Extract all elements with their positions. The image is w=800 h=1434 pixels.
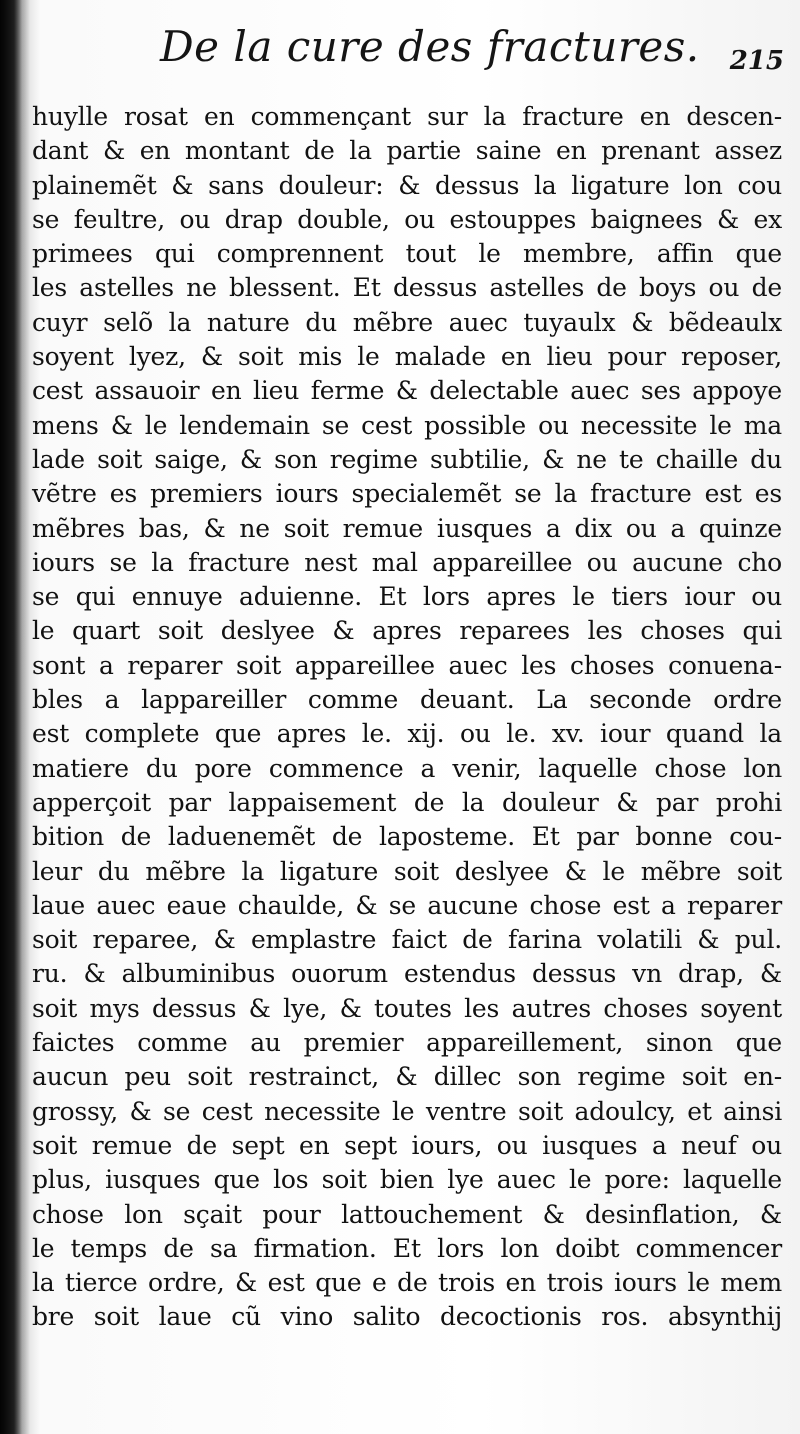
body-text [32,100,782,1335]
text-line: bition de laduenemẽt de laposteme. Et par bonne cou- [32,822,782,852]
text-line: les astelles ne blessent. Et dessus astelles de boys ou de [32,273,782,303]
text-line: primees qui comprennent tout le membre, affin que [32,239,782,269]
text-line: mẽbres bas, & ne soit remue iusques a dix ou a quinze [32,513,782,543]
text-line: sont a reparer soit appareillee auec les choses conuena- [32,650,782,680]
text-line: grossy, & se cest necessite le ventre soit adoulcy, et ainsi [32,1096,782,1126]
text-line: plainemẽt & sans douleur: & dessus la ligature lon cou [32,170,782,200]
text-line: soit mys dessus & lye, & toutes les autres choses soyent [32,993,782,1023]
page-number: 215 [729,46,784,76]
text-line: cest assauoir en lieu ferme & delectable auec ses appoye [32,376,782,406]
text-line: se qui ennuye aduienne. Et lors apres le tiers iour ou [32,582,782,612]
text-line: iours se la fracture nest mal appareillee ou aucune cho [32,547,782,577]
text-line: huylle rosat en commençant sur la fracture en descen- [32,102,782,131]
text-line: bles a lappareiller comme deuant. La seconde ordre [32,685,782,715]
text-line: le quart soit deslyee & apres reparees les choses qui [32,616,782,646]
text-line: le temps de sa firmation. Et lors lon doibt commencer [32,1233,782,1263]
text-line: soyent lyez, & soit mis le malade en lieu pour reposer, [32,342,782,372]
text-line: bre soit laue cũ vino salito decoctionis ros. absynthij [32,1302,782,1332]
text-line: plus, iusques que los soit bien lye auec le pore: laquelle [32,1165,782,1195]
page-header [0,22,800,82]
text-line: est complete que apres le. xij. ou le. xv. iour quand la [32,719,782,749]
text-line: matiere du pore commence a venir, laquelle chose lon [32,753,782,783]
text-line: la tierce ordre, & est que e de trois en trois iours le mem [32,1268,782,1298]
text-line: se feultre, ou drap double, ou estouppes baignees & ex [32,204,782,234]
text-line: laue auec eaue chaulde, & se aucune chose est a reparer [32,890,782,920]
text-line: soit remue de sept en sept iours, ou iusques a neuf ou [32,1130,782,1160]
running-title: De la cure des fractures. [160,22,700,71]
text-line: dant & en montant de la partie saine en prenant assez [32,136,782,166]
text-line: soit reparee, & emplastre faict de farina volatili & pul. [32,925,782,955]
text-line: ru. & albuminibus ouorum estendus dessus vn drap, & [32,959,782,989]
text-line: apperçoit par lappaisement de la douleur & par prohi [32,787,782,817]
text-line: chose lon sçait pour lattouchement & desinflation, & [32,1199,782,1229]
text-line: lade soit saige, & son regime subtilie, & ne te chaille du [32,444,782,474]
text-line: mens & le lendemain se cest possible ou necessite le ma [32,410,782,440]
binding-gutter-shadow [0,0,30,1434]
text-line: aucun peu soit restrainct, & dillec son regime soit en- [32,1062,782,1092]
text-line: faictes comme au premier appareillement, sinon que [32,1028,782,1058]
text-line: leur du mẽbre la ligature soit deslyee & le mẽbre soit [32,856,782,886]
text-line: vẽtre es premiers iours specialemẽt se la fracture est es [32,479,782,509]
text-line: cuyr selõ la nature du mẽbre auec tuyaulx & bẽdeaulx [32,307,782,337]
